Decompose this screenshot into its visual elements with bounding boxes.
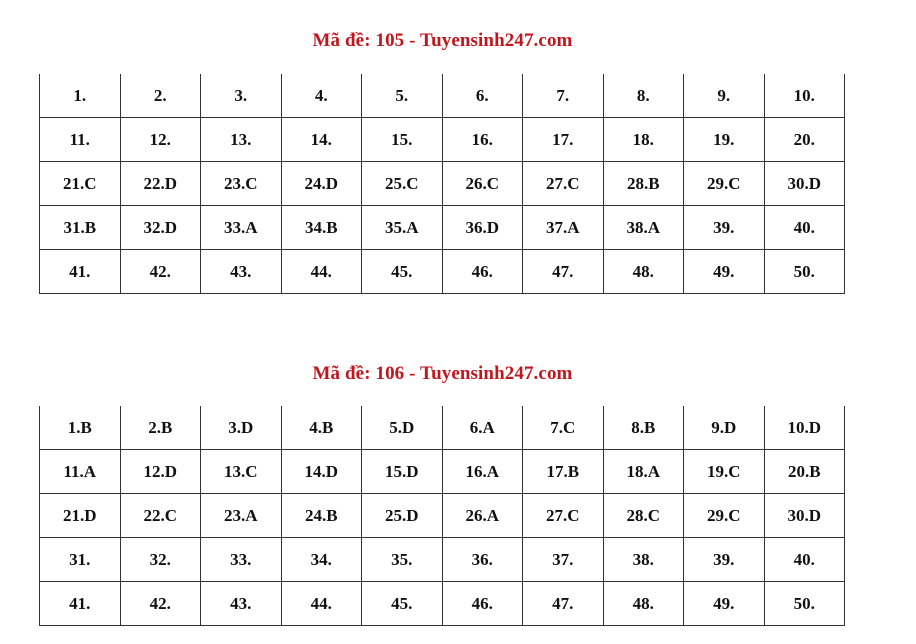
- answer-cell: 9.D: [684, 406, 765, 450]
- answer-cell: 28.C: [603, 494, 684, 538]
- table-row: [40, 450, 845, 494]
- answer-cell: 30.D: [764, 162, 845, 206]
- answer-cell: 31.B: [40, 206, 121, 250]
- answer-cell: 15.D: [362, 450, 443, 494]
- answer-cell: 21.D: [40, 494, 121, 538]
- table-row: [40, 582, 845, 626]
- answer-cell: 5.: [362, 74, 443, 118]
- table-row: [40, 118, 845, 162]
- answer-cell: 12.D: [120, 450, 201, 494]
- answer-cell: 33.A: [201, 206, 282, 250]
- answer-cell: 2.: [120, 74, 201, 118]
- answer-cell: 24.D: [281, 162, 362, 206]
- answer-cell: 3.D: [201, 406, 282, 450]
- answer-cell: 1.: [40, 74, 121, 118]
- answer-cell: 20.: [764, 118, 845, 162]
- answer-cell: 44.: [281, 250, 362, 294]
- answer-cell: 14.D: [281, 450, 362, 494]
- table-row: [40, 74, 845, 118]
- answer-cell: 32.D: [120, 206, 201, 250]
- answer-cell: 3.: [201, 74, 282, 118]
- answer-cell: 39.: [684, 206, 765, 250]
- answer-cell: 18.: [603, 118, 684, 162]
- answer-cell: 6.A: [442, 406, 523, 450]
- answer-cell: 37.A: [523, 206, 604, 250]
- section-title-105: Mã đề: 105 - Tuyensinh247.com: [312, 30, 573, 51]
- answer-cell: 8.: [603, 74, 684, 118]
- answer-cell: 41.: [40, 582, 121, 626]
- answer-cell: 21.C: [40, 162, 121, 206]
- answer-cell: 20.B: [764, 450, 845, 494]
- section-title-106: Mã đề: 106 - Tuyensinh247.com: [312, 363, 573, 384]
- answer-cell: 45.: [362, 250, 443, 294]
- answer-cell: 28.B: [603, 162, 684, 206]
- answer-cell: 19.C: [684, 450, 765, 494]
- answer-cell: 35.A: [362, 206, 443, 250]
- answer-cell: 42.: [120, 582, 201, 626]
- answer-cell: 24.B: [281, 494, 362, 538]
- answer-cell: 17.: [523, 118, 604, 162]
- answer-table-106: [39, 406, 845, 626]
- answer-cell: 48.: [603, 582, 684, 626]
- answer-cell: 42.: [120, 250, 201, 294]
- table-row: [40, 162, 845, 206]
- answer-cell: 38.A: [603, 206, 684, 250]
- table-row: [40, 250, 845, 294]
- answer-cell: 22.D: [120, 162, 201, 206]
- answer-cell: 48.: [603, 250, 684, 294]
- answer-cell: 12.: [120, 118, 201, 162]
- answer-cell: 46.: [442, 250, 523, 294]
- answer-cell: 6.: [442, 74, 523, 118]
- table-row: [40, 538, 845, 582]
- answer-cell: 34.B: [281, 206, 362, 250]
- answer-cell: 30.D: [764, 494, 845, 538]
- answer-cell: 34.: [281, 538, 362, 582]
- answer-cell: 4.B: [281, 406, 362, 450]
- answer-cell: 36.: [442, 538, 523, 582]
- answer-cell: 23.C: [201, 162, 282, 206]
- answer-cell: 8.B: [603, 406, 684, 450]
- answer-cell: 13.: [201, 118, 282, 162]
- answer-cell: 7.: [523, 74, 604, 118]
- answer-cell: 5.D: [362, 406, 443, 450]
- answer-cell: 10.D: [764, 406, 845, 450]
- answer-cell: 27.C: [523, 494, 604, 538]
- answer-cell: 32.: [120, 538, 201, 582]
- answer-cell: 26.C: [442, 162, 523, 206]
- answer-cell: 17.B: [523, 450, 604, 494]
- answer-cell: 19.: [684, 118, 765, 162]
- answer-cell: 13.C: [201, 450, 282, 494]
- answer-cell: 16.A: [442, 450, 523, 494]
- answer-cell: 9.: [684, 74, 765, 118]
- table-row: [40, 406, 845, 450]
- answer-cell: 25.C: [362, 162, 443, 206]
- answer-cell: 44.: [281, 582, 362, 626]
- answer-table-105: [39, 74, 845, 294]
- answer-cell: 43.: [201, 582, 282, 626]
- answer-cell: 50.: [764, 582, 845, 626]
- answer-cell: 26.A: [442, 494, 523, 538]
- answer-cell: 15.: [362, 118, 443, 162]
- answer-cell: 10.: [764, 74, 845, 118]
- answer-cell: 49.: [684, 250, 765, 294]
- answer-cell: 1.B: [40, 406, 121, 450]
- answer-cell: 41.: [40, 250, 121, 294]
- answer-cell: 11.: [40, 118, 121, 162]
- answer-cell: 49.: [684, 582, 765, 626]
- answer-cell: 31.: [40, 538, 121, 582]
- answer-cell: 40.: [764, 206, 845, 250]
- answer-cell: 16.: [442, 118, 523, 162]
- answer-cell: 35.: [362, 538, 443, 582]
- answer-cell: 46.: [442, 582, 523, 626]
- answer-cell: 7.C: [523, 406, 604, 450]
- answer-cell: 2.B: [120, 406, 201, 450]
- answer-cell: 50.: [764, 250, 845, 294]
- answer-cell: 47.: [523, 250, 604, 294]
- answer-cell: 39.: [684, 538, 765, 582]
- answer-cell: 38.: [603, 538, 684, 582]
- answer-cell: 4.: [281, 74, 362, 118]
- answer-cell: 36.D: [442, 206, 523, 250]
- answer-cell: 22.C: [120, 494, 201, 538]
- answer-cell: 29.C: [684, 494, 765, 538]
- answer-cell: 43.: [201, 250, 282, 294]
- answer-cell: 27.C: [523, 162, 604, 206]
- answer-cell: 37.: [523, 538, 604, 582]
- answer-cell: 18.A: [603, 450, 684, 494]
- answer-cell: 29.C: [684, 162, 765, 206]
- answer-cell: 40.: [764, 538, 845, 582]
- table-row: [40, 494, 845, 538]
- answer-cell: 33.: [201, 538, 282, 582]
- answer-cell: 11.A: [40, 450, 121, 494]
- table-row: [40, 206, 845, 250]
- answer-cell: 14.: [281, 118, 362, 162]
- answer-cell: 45.: [362, 582, 443, 626]
- answer-cell: 25.D: [362, 494, 443, 538]
- answer-cell: 23.A: [201, 494, 282, 538]
- answer-cell: 47.: [523, 582, 604, 626]
